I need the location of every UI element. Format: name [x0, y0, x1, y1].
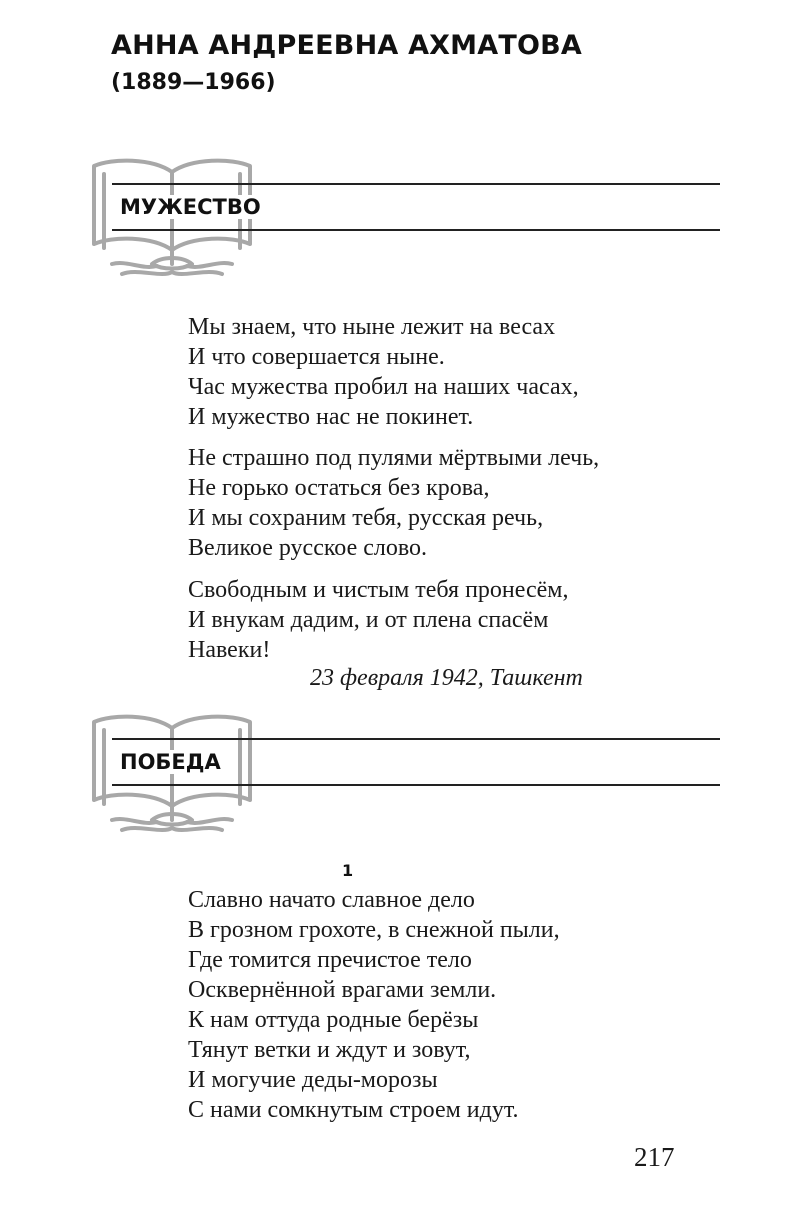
- verse-line: К нам оттуда родные берёзы: [188, 1007, 479, 1033]
- author-name: АННА АНДРЕЕВНА АХМАТОВА: [111, 30, 582, 61]
- verse-line: И что совершается ныне.: [188, 344, 445, 370]
- verse-line: С нами сомкнутым строем идут.: [188, 1097, 519, 1123]
- top-rule: [112, 183, 720, 185]
- verse-line: Не страшно под пулями мёртвыми лечь,: [188, 445, 600, 471]
- verse-line: Навеки!: [188, 637, 271, 663]
- page-number: 217: [634, 1142, 675, 1172]
- poem-dateline: 23 февраля 1942, Ташкент: [310, 665, 583, 691]
- verse-line: И мужество нас не покинет.: [188, 404, 474, 430]
- verse-line: Где томится пречистое тело: [188, 947, 472, 973]
- verse-line: И внукам дадим, и от плена спасём: [188, 607, 549, 633]
- verse-line: Свободным и чистым тебя пронесём,: [188, 577, 569, 603]
- part-number: 1: [342, 861, 354, 880]
- verse-line: Великое русское слово.: [188, 535, 428, 561]
- verse-line: И могучие деды-морозы: [188, 1067, 438, 1093]
- stanza-4: [188, 885, 560, 1125]
- stanza-3: [188, 575, 569, 665]
- stanza-2: [188, 443, 599, 563]
- verse-line: Тянут ветки и ждут и зовут,: [188, 1037, 471, 1063]
- verse-line: Не горько остаться без крова,: [188, 475, 490, 501]
- bottom-rule: [112, 784, 720, 786]
- poem-title-pobeda: ПОБЕДА: [120, 750, 227, 774]
- poem-title-muzhestvo: МУЖЕСТВО: [120, 195, 267, 219]
- verse-line: В грозном грохоте, в снежной пыли,: [188, 917, 560, 943]
- verse-line: И мы сохраним тебя, русская речь,: [188, 505, 544, 531]
- top-rule: [112, 738, 720, 740]
- stanza-1: [188, 312, 579, 432]
- bottom-rule: [112, 229, 720, 231]
- author-years: (1889—1966): [111, 70, 276, 95]
- verse-line: Мы знаем, что ныне лежит на весах: [188, 314, 556, 340]
- verse-line: Осквернённой врагами земли.: [188, 977, 497, 1003]
- verse-line: Час мужества пробил на наших часах,: [188, 374, 579, 400]
- verse-line: Славно начато славное дело: [188, 887, 475, 913]
